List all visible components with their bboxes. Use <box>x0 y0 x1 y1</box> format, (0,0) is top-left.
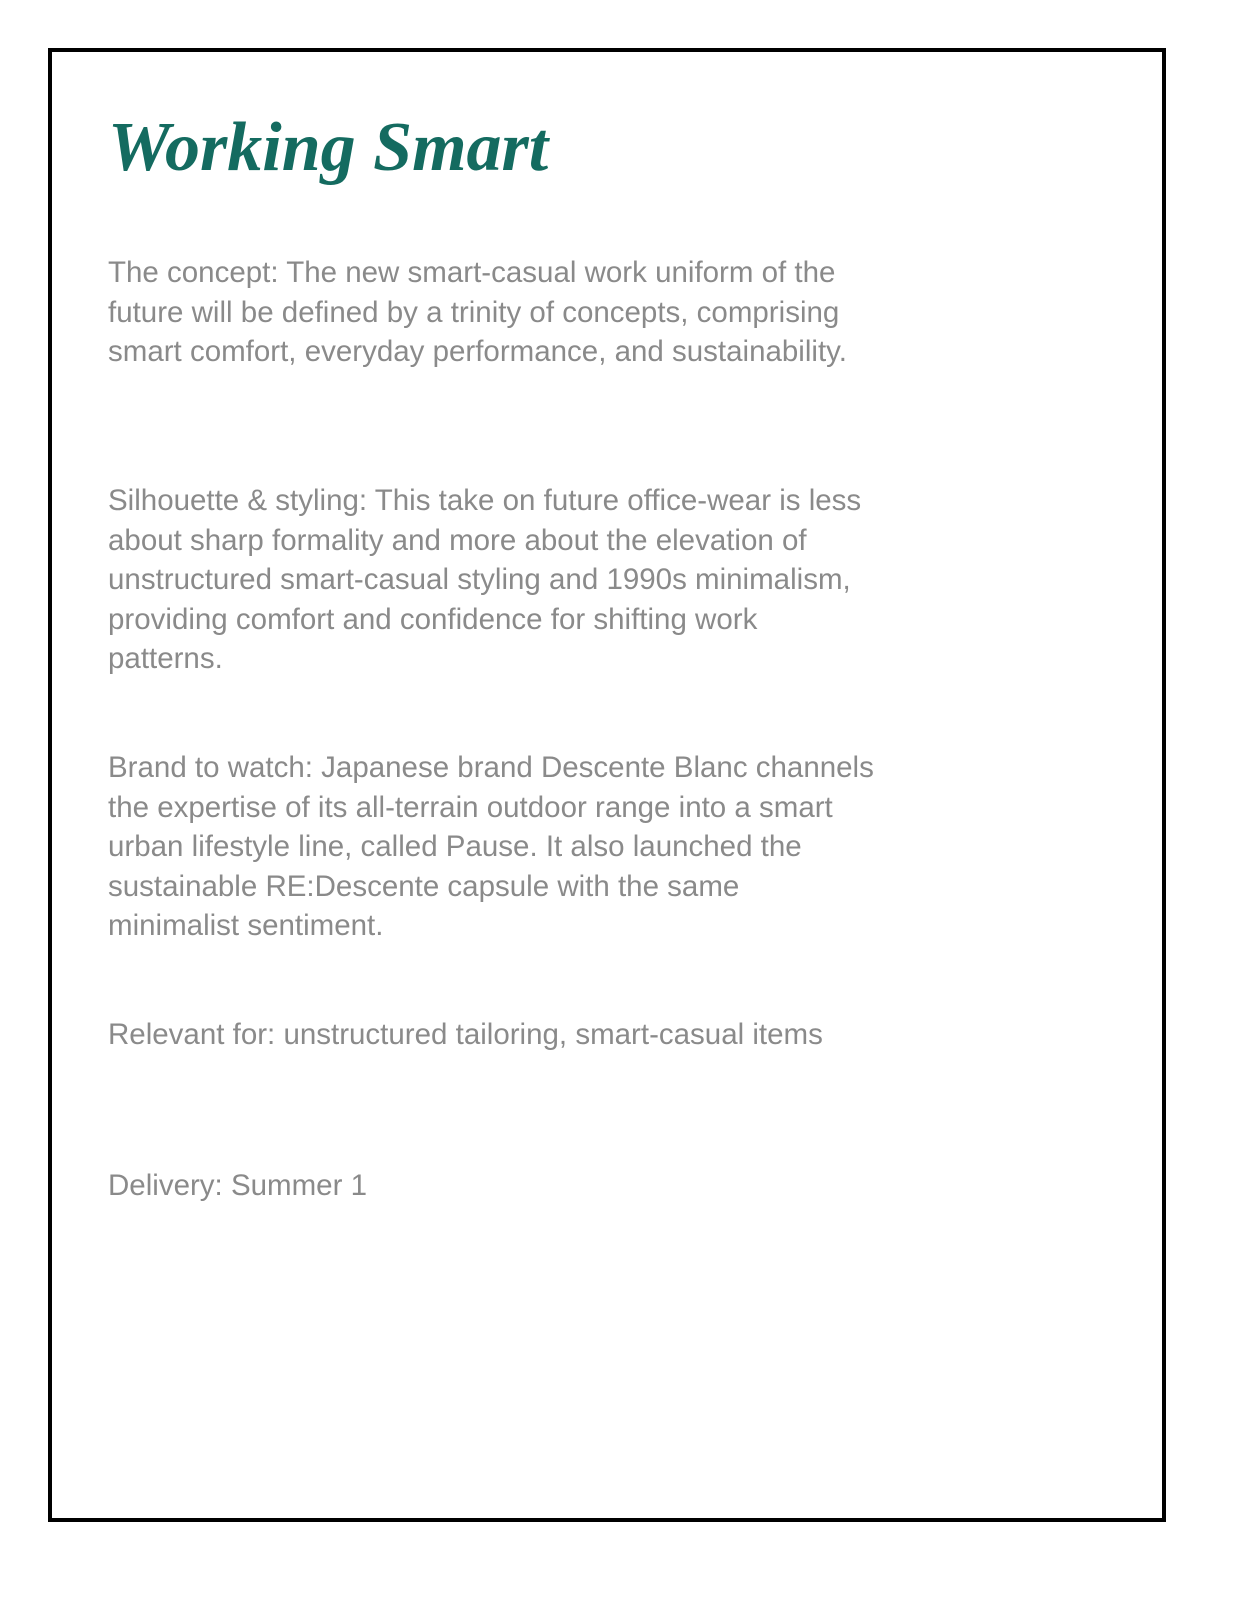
delivery-paragraph: Delivery: Summer 1 <box>108 1169 368 1202</box>
concept-paragraph: The concept: The new smart-casual work uniform of the future will be defined by a trinity of concepts, comprising smart comfort, everyday performance, and sustainability. <box>108 256 847 368</box>
brand-to-watch-paragraph: Brand to watch: Japanese brand Descente Blanc channels the expertise of its all-terrain outdoor range into a smart urban lifestyle line, called Pause. It also launched the sustainable RE:Descente capsule with the same minimalist sentiment. <box>108 751 874 942</box>
page-title: Working Smart <box>108 109 549 186</box>
silhouette-styling-paragraph: Silhouette & styling: This take on future office-wear is less about sharp formality and more about the elevation of unstructured smart-casual styling and 1990s minimalism, providing comfort and confidence for shifting work patterns. <box>108 484 862 675</box>
relevant-for-paragraph: Relevant for: unstructured tailoring, smart-casual items <box>108 1018 823 1051</box>
